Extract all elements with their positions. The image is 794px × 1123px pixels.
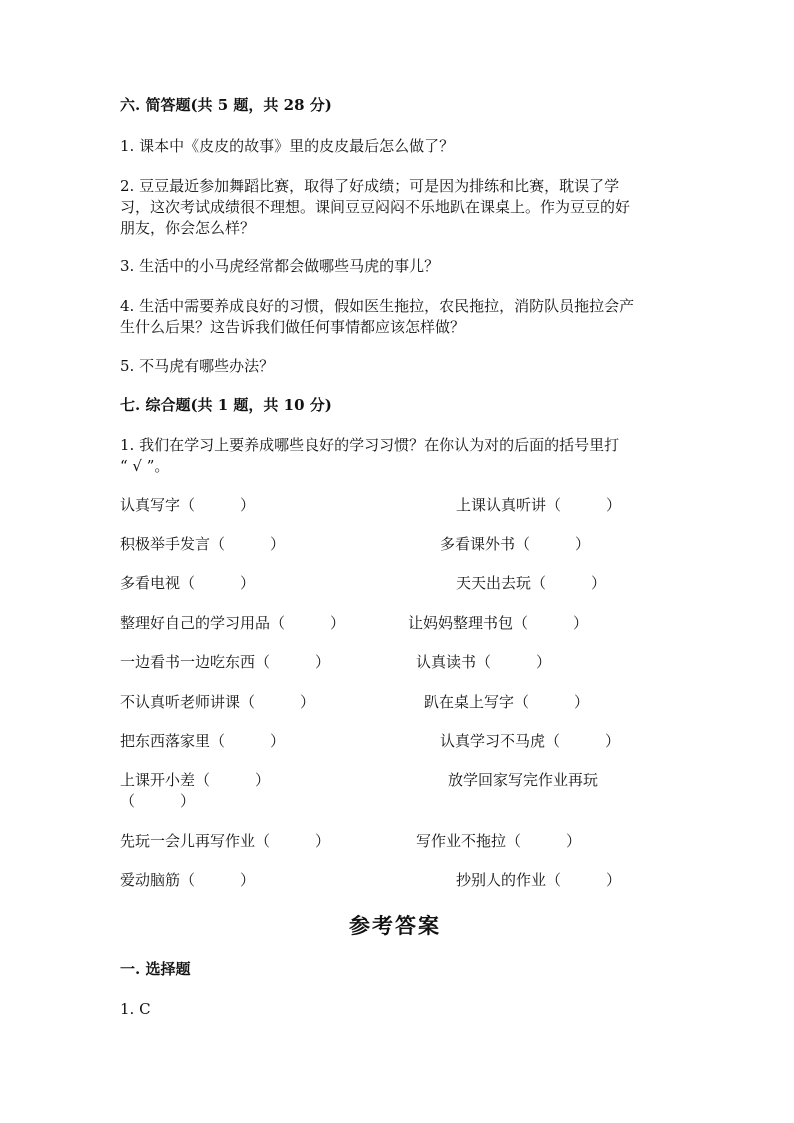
habit-item: 爱动脑筋（ ） [120, 871, 256, 889]
habit-item: 积极举手发言（ ） [120, 535, 286, 553]
habit-item: 多看电视（ ） [120, 574, 256, 592]
habit-item: 趴在桌上写字（ ） [424, 693, 590, 711]
habit-item: 不认真听老师讲课（ ） [120, 693, 316, 711]
answers-title: 参考答案 [349, 913, 441, 938]
question-6-4-line1: 4. 生活中需要养成良好的习惯，假如医生拖拉，农民拖拉，消防队员拖拉会产 [120, 297, 635, 315]
question-6-2-line1: 2. 豆豆最近参加舞蹈比赛，取得了好成绩；可是因为排练和比赛，耽误了学 [120, 177, 620, 195]
habit-item: 认真读书（ ） [416, 653, 552, 671]
answers-section1-heading: 一. 选择题 [120, 960, 191, 978]
habit-item: 天天出去玩（ ） [456, 574, 607, 592]
question-7-1-line2: “ √ ”。 [120, 457, 170, 475]
question-6-2-line3: 朋友，你会怎么样？ [120, 219, 256, 237]
habit-item: 让妈妈整理书包（ ） [408, 614, 589, 632]
habit-item: 一边看书一边吃东西（ ） [120, 653, 331, 671]
habit-item: 上课开小差（ ） [120, 771, 271, 789]
habit-item: 放学回家写完作业再玩 [448, 771, 599, 789]
habit-item: 先玩一会儿再写作业（ ） [120, 832, 331, 850]
habit-item: 认真写字（ ） [120, 496, 256, 514]
question-6-4-line2: 生什么后果？这告诉我们做任何事情都应该怎样做？ [120, 318, 466, 336]
answer-1: 1. C [120, 1000, 151, 1018]
question-6-3: 3. 生活中的小马虎经常都会做哪些马虎的事儿？ [120, 257, 440, 275]
section6-heading: 六. 简答题(共 5 题，共 28 分) [120, 96, 332, 114]
question-7-1-line1: 1. 我们在学习上要养成哪些良好的学习习惯？在你认为对的后面的括号里打 [120, 436, 620, 454]
section7-heading: 七. 综合题(共 1 题，共 10 分) [120, 396, 332, 414]
habit-item: 认真学习不马虎（ ） [440, 732, 621, 750]
habit-item: 抄别人的作业（ ） [456, 871, 622, 889]
question-6-1: 1. 课本中《皮皮的故事》里的皮皮最后怎么做了？ [120, 137, 455, 155]
habit-item-continuation: （ ） [120, 792, 196, 810]
habit-item: 上课认真听讲（ ） [456, 496, 622, 514]
habit-item: 写作业不拖拉（ ） [416, 832, 582, 850]
habit-item: 多看课外书（ ） [440, 535, 591, 553]
question-6-2-line2: 习，这次考试成绩很不理想。课间豆豆闷闷不乐地趴在课桌上。作为豆豆的好 [120, 198, 631, 216]
habit-item: 把东西落家里（ ） [120, 732, 286, 750]
habit-item: 整理好自己的学习用品（ ） [120, 614, 346, 632]
question-6-5: 5. 不马虎有哪些办法？ [120, 357, 275, 375]
